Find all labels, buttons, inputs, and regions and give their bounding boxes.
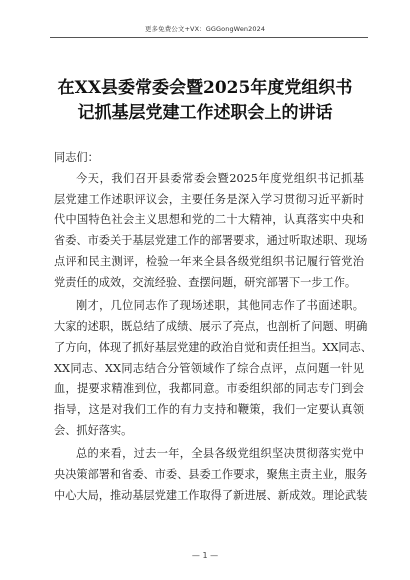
paragraph-line: 了方向，体现了抓好基层党建的政治自觉和责任担当。XX同志、 [54, 340, 372, 354]
paragraph-line: 指导，这是对我们工作的有力支持和鞭策，我们一定要认真领 [54, 403, 364, 417]
paragraph-line: 层党建工作述职评议会，主要任务是深入学习贯彻习近平新时 [54, 192, 364, 206]
paragraph-line: 血，提要求精准到位，我都同意。市委组织部的同志专门到会 [54, 382, 364, 396]
paragraph-line: 党责任的成效，交流经验、查摆问题，研究部署下一步工作。 [54, 275, 357, 289]
paragraph-2 [54, 296, 372, 442]
paragraph-line: 大家的述职，既总结了成绩、展示了亮点，也剖析了问题、明确 [54, 319, 368, 333]
header-divider [50, 37, 368, 38]
paragraph-line: 今天，我们召开县委常委会暨2025年度党组织书记抓基 [76, 171, 364, 185]
paragraph-line: XX同志、XX同志结合分管领域作了综合点评，点问题一针见 [54, 361, 364, 375]
paragraph-line: 总的来看，过去一年，全县各级党组织坚决贯彻落实党中 [76, 447, 364, 461]
document-title-line-1: 在XX县委常委会暨2025年度党组织书 [57, 78, 353, 98]
document-body [54, 148, 372, 507]
document-title-line-2: 记抓基层党建工作述职会上的讲话 [77, 103, 333, 123]
paragraph-line: 刚才，几位同志作了现场述职，其他同志作了书面述职。 [76, 299, 364, 313]
salutation: 同志们： [54, 151, 99, 164]
header-note: 更多免费公文+VX：GGGongWen2024 [144, 25, 266, 33]
paragraph-line: 央决策部署和省委、市委、县委工作要求，聚焦主责主业，服务 [54, 468, 368, 482]
paragraph-line: 省委、市委关于基层党建工作的部署要求，通过听取述职、现场 [54, 234, 368, 248]
paragraph-line: 会、抓好落实。 [54, 423, 133, 437]
paragraph-line: 点评和民主测评，检验一年来全县各级党组织书记履行管党治 [54, 254, 364, 268]
page-number: — 1 — [191, 551, 219, 560]
paragraph-line: 中心大局，推动基层党建工作取得了新进展、新成效。理论武装 [54, 488, 368, 502]
paragraph-1 [54, 169, 368, 294]
paragraph-line: 代中国特色社会主义思想和党的二十大精神，认真落实中央和 [54, 213, 364, 227]
paragraph-3 [54, 444, 368, 506]
